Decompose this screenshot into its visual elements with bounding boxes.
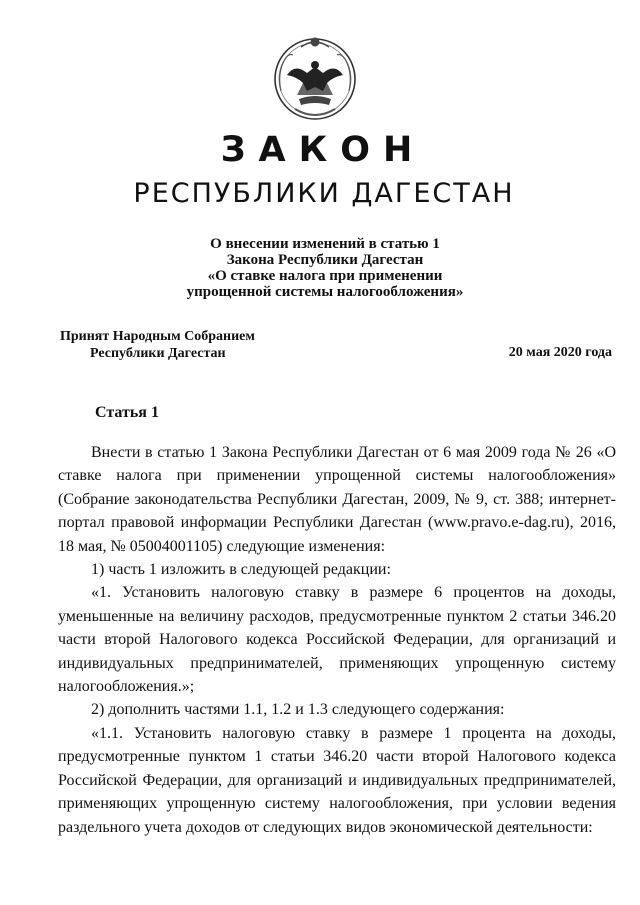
adoption-line: Республики Дагестан: [90, 346, 226, 361]
republic-heading: РЕСПУБЛИКИ ДАГЕСТАН: [133, 178, 515, 209]
law-name-line: О внесении изменений в статью 1: [210, 236, 440, 252]
dagestan-coat-of-arms-icon: [271, 33, 359, 125]
law-name-line: «О ставке налога при применении: [207, 268, 443, 284]
law-name-line: Закона Республики Дагестан: [226, 252, 424, 268]
article-body: [58, 441, 616, 839]
adoption-line: Принят Народным Собранием: [60, 329, 255, 344]
law-name-line: упрощенной системы налогообложения»: [186, 284, 464, 300]
law-name: [0, 236, 640, 300]
article-title: Статья 1: [95, 404, 159, 421]
body-paragraph: 2) дополнить частями 1.1, 1.2 и 1.3 следующего содержания:: [91, 701, 505, 719]
body-paragraph: «1.1. Установить налоговую ставку в размере 1 процента на доходы, предусмотренные пунктом 1 статьи 346.20 части второй Налогового кодекса Российской Федерации, для организаций и индивидуальных предпринимателей, применяющих упрощенную систему налогообложения, при условии ведения раздельного учета доходов от следующих видов экономической деятельности:: [58, 724, 616, 836]
body-paragraph: «1. Установить налоговую ставку в размере 6 процентов на доходы, уменьшенные на величину расходов, предусмотренные пунктом 2 статьи 346.20 части второй Налогового кодекса Российской Федерации, для организаций и индивидуальных предпринимателей, применяющих упрощенную систему налогообложения.»;: [58, 584, 616, 696]
body-paragraph: 1) часть 1 изложить в следующей редакции:: [91, 561, 391, 579]
adoption-note: [60, 328, 255, 362]
body-paragraph: Внести в статью 1 Закона Республики Дагестан от 6 мая 2009 года № 26 «О ставке налога при применении упрощенной системы налогообложения» (Собрание законодательства Республики Дагестан, 2009, № 9, ст. 388; интернет-портал правовой информации Республики Дагестан (www.pravo.e-dag.ru), 2016, 18 мая, № 05004001105) следующие изменения:: [58, 444, 616, 555]
law-heading: ЗАКОН: [220, 130, 426, 170]
adoption-date: 20 мая 2020 года: [508, 345, 612, 360]
